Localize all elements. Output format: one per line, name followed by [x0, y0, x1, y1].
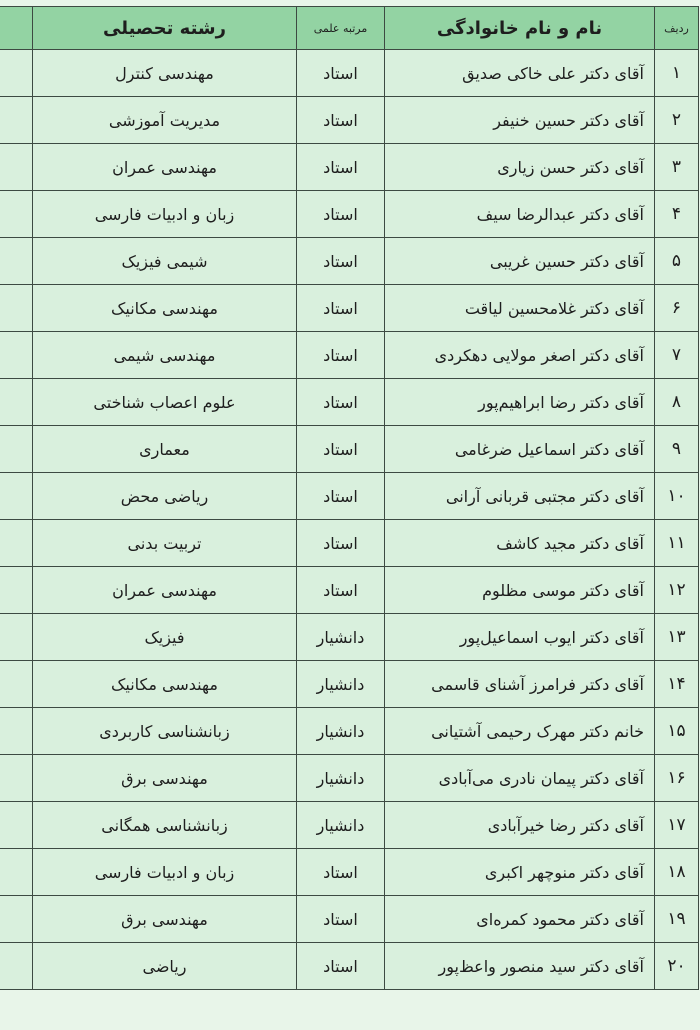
row-number: ۱۷: [655, 802, 699, 849]
row-number: ۱۱: [655, 520, 699, 567]
faculty-name: آقای دکتر رضا خیرآبادی: [385, 802, 655, 849]
table-row: [0, 285, 699, 332]
field-of-study: مهندسی مکانیک: [33, 661, 297, 708]
table-row: [0, 379, 699, 426]
faculty-name: آقای دکتر سید منصور واعظ‌پور: [385, 943, 655, 990]
table-row: [0, 896, 699, 943]
faculty-name: آقای دکتر منوچهر اکبری: [385, 849, 655, 896]
faculty-name: آقای دکتر فرامرز آشنای قاسمی: [385, 661, 655, 708]
field-of-study: تربیت بدنی: [33, 520, 297, 567]
row-number: ۱۶: [655, 755, 699, 802]
academic-rank: استاد: [297, 849, 385, 896]
table-row: [0, 849, 699, 896]
field-of-study: معماری: [33, 426, 297, 473]
row-extra: [0, 614, 33, 661]
faculty-name: آقای دکتر اسماعیل ضرغامی: [385, 426, 655, 473]
faculty-name: آقای دکتر حسن زیاری: [385, 144, 655, 191]
field-of-study: مهندسی عمران: [33, 567, 297, 614]
row-number: ۷: [655, 332, 699, 379]
table-row: [0, 97, 699, 144]
header-extra: [0, 7, 33, 50]
table-header-row: [0, 7, 699, 50]
academic-rank: استاد: [297, 567, 385, 614]
table-row: [0, 708, 699, 755]
table-row: [0, 238, 699, 285]
row-extra: [0, 943, 33, 990]
academic-rank: استاد: [297, 50, 385, 97]
row-extra: [0, 285, 33, 332]
academic-rank: استاد: [297, 896, 385, 943]
row-extra: [0, 332, 33, 379]
faculty-name: آقای دکتر مجید کاشف: [385, 520, 655, 567]
academic-rank: دانشیار: [297, 802, 385, 849]
field-of-study: زبانشناسی همگانی: [33, 802, 297, 849]
row-extra: [0, 567, 33, 614]
row-number: ۲: [655, 97, 699, 144]
table-row: [0, 473, 699, 520]
faculty-name: آقای دکتر محمود کمره‌ای: [385, 896, 655, 943]
faculty-name: آقای دکتر حسین خنیفر: [385, 97, 655, 144]
row-extra: [0, 802, 33, 849]
row-number: ۵: [655, 238, 699, 285]
table-row: [0, 567, 699, 614]
table-row: [0, 332, 699, 379]
row-number: ۱۰: [655, 473, 699, 520]
row-extra: [0, 379, 33, 426]
faculty-name: خانم دکتر مهرک رحیمی آشتیانی: [385, 708, 655, 755]
field-of-study: مهندسی عمران: [33, 144, 297, 191]
row-number: ۶: [655, 285, 699, 332]
row-number: ۱۸: [655, 849, 699, 896]
faculty-name: آقای دکتر ایوب اسماعیل‌پور: [385, 614, 655, 661]
academic-rank: استاد: [297, 473, 385, 520]
table-row: [0, 755, 699, 802]
row-extra: [0, 473, 33, 520]
field-of-study: زبانشناسی کاربردی: [33, 708, 297, 755]
field-of-study: زبان و ادبیات فارسی: [33, 849, 297, 896]
faculty-name: آقای دکتر علی خاکی صدیق: [385, 50, 655, 97]
row-extra: [0, 238, 33, 285]
academic-rank: دانشیار: [297, 708, 385, 755]
academic-rank: استاد: [297, 426, 385, 473]
row-number: ۱۴: [655, 661, 699, 708]
row-number: ۳: [655, 144, 699, 191]
row-extra: [0, 896, 33, 943]
row-extra: [0, 144, 33, 191]
academic-rank: استاد: [297, 97, 385, 144]
academic-rank: استاد: [297, 238, 385, 285]
table-row: [0, 943, 699, 990]
row-number: ۱۳: [655, 614, 699, 661]
table-row: [0, 661, 699, 708]
academic-rank: دانشیار: [297, 661, 385, 708]
table-body: [0, 50, 699, 990]
row-number: ۴: [655, 191, 699, 238]
academic-rank: دانشیار: [297, 614, 385, 661]
header-rank: مرتبه علمی: [297, 7, 385, 50]
row-extra: [0, 191, 33, 238]
faculty-name: آقای دکتر غلامحسین لیاقت: [385, 285, 655, 332]
academic-rank: استاد: [297, 520, 385, 567]
field-of-study: فیزیک: [33, 614, 297, 661]
row-number: ۲۰: [655, 943, 699, 990]
field-of-study: مهندسی شیمی: [33, 332, 297, 379]
field-of-study: ریاضی: [33, 943, 297, 990]
row-extra: [0, 426, 33, 473]
academic-rank: استاد: [297, 191, 385, 238]
academic-rank: استاد: [297, 144, 385, 191]
row-extra: [0, 755, 33, 802]
table-row: [0, 50, 699, 97]
table-row: [0, 614, 699, 661]
table-row: [0, 144, 699, 191]
faculty-name: آقای دکتر عبدالرضا سیف: [385, 191, 655, 238]
field-of-study: مهندسی برق: [33, 896, 297, 943]
field-of-study: ریاضی محض: [33, 473, 297, 520]
faculty-name: آقای دکتر موسی مظلوم: [385, 567, 655, 614]
faculty-name: آقای دکتر اصغر مولایی دهکردی: [385, 332, 655, 379]
row-number: ۱: [655, 50, 699, 97]
row-extra: [0, 520, 33, 567]
row-extra: [0, 849, 33, 896]
row-extra: [0, 708, 33, 755]
table-row: [0, 520, 699, 567]
table-row: [0, 802, 699, 849]
row-extra: [0, 50, 33, 97]
field-of-study: مهندسی کنترل: [33, 50, 297, 97]
field-of-study: مهندسی مکانیک: [33, 285, 297, 332]
row-number: ۱۲: [655, 567, 699, 614]
row-extra: [0, 661, 33, 708]
table-row: [0, 191, 699, 238]
faculty-table: [0, 6, 699, 990]
row-number: ۸: [655, 379, 699, 426]
field-of-study: شیمی فیزیک: [33, 238, 297, 285]
faculty-name: آقای دکتر حسین غریبی: [385, 238, 655, 285]
field-of-study: علوم اعصاب شناختی: [33, 379, 297, 426]
row-number: ۱۹: [655, 896, 699, 943]
field-of-study: مهندسی برق: [33, 755, 297, 802]
header-name: نام و نام خانوادگی: [385, 7, 655, 50]
field-of-study: زبان و ادبیات فارسی: [33, 191, 297, 238]
academic-rank: استاد: [297, 379, 385, 426]
academic-rank: استاد: [297, 332, 385, 379]
row-extra: [0, 97, 33, 144]
academic-rank: استاد: [297, 943, 385, 990]
table-row: [0, 426, 699, 473]
header-row-number: ردیف: [655, 7, 699, 50]
faculty-name: آقای دکتر مجتبی قربانی آرانی: [385, 473, 655, 520]
row-number: ۹: [655, 426, 699, 473]
field-of-study: مدیریت آموزشی: [33, 97, 297, 144]
faculty-name: آقای دکتر پیمان نادری می‌آبادی: [385, 755, 655, 802]
faculty-name: آقای دکتر رضا ابراهیم‌پور: [385, 379, 655, 426]
academic-rank: استاد: [297, 285, 385, 332]
row-number: ۱۵: [655, 708, 699, 755]
header-field: رشته تحصیلی: [33, 7, 297, 50]
academic-rank: دانشیار: [297, 755, 385, 802]
